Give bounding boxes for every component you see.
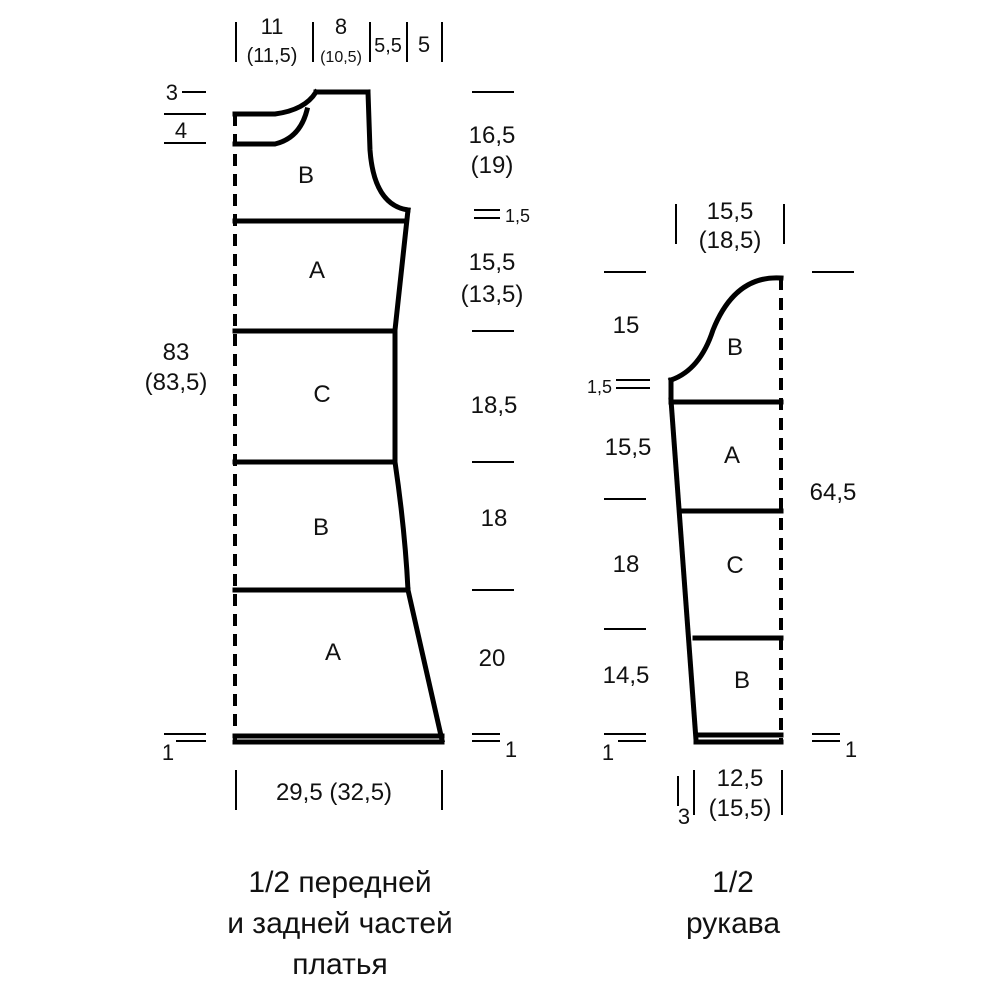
body-section-3-letter: C [313, 381, 331, 408]
sleeve-height-sec4: 14,5 [602, 662, 650, 689]
body-armhole [368, 92, 408, 210]
body-width-2-alt: (10,5) [320, 49, 362, 66]
sleeve-hem-right-value: 1 [844, 737, 858, 762]
body-neck-back-value: 3 [165, 80, 178, 105]
body-height-yoke: 16,5 [468, 122, 516, 149]
body-caption-line-1: 1/2 передней [248, 866, 432, 899]
body-width-1-alt: (11,5) [246, 45, 298, 67]
body-height-yoke-alt: (19) [470, 152, 514, 179]
body-width-2: 8 [334, 14, 348, 39]
sleeve-hem-left-value: 1 [601, 740, 615, 765]
body-bottom-width: 29,5 (32,5) [275, 779, 393, 806]
sleeve-total-height: 64,5 [809, 479, 857, 506]
body-height-armhole: 1,5 [505, 206, 531, 226]
sleeve-height-sec2: 15,5 [604, 434, 652, 461]
body-height-sec4: 18 [480, 505, 508, 532]
sleeve-panel [587, 198, 857, 940]
body-caption-line-3: платья [292, 948, 388, 981]
sleeve-top-width: 15,5 [706, 198, 754, 225]
body-section-2-letter: A [308, 257, 326, 284]
body-height-sec2: 15,5 [468, 249, 516, 276]
body-width-4: 5 [417, 32, 431, 57]
body-caption-line-2: и задней частей [227, 907, 453, 940]
sleeve-section-4-letter: B [733, 667, 751, 694]
sleeve-bottom-offset: 3 [677, 804, 691, 829]
body-section-1-letter: B [297, 162, 315, 189]
sleeve-section-2-letter: A [723, 442, 741, 469]
sleeve-bottom-width-alt: (15,5) [708, 795, 772, 822]
body-hem-left-value: 1 [161, 740, 175, 765]
sleeve-cap-curve [671, 278, 781, 380]
body-width-3: 5,5 [374, 35, 402, 57]
body-height-sec5: 20 [478, 645, 506, 672]
body-total-height: 83 [162, 339, 190, 366]
body-total-height-alt: (83,5) [144, 369, 208, 396]
body-section-4-letter: B [312, 514, 330, 541]
body-hem-right-value: 1 [504, 737, 518, 762]
body-width-1: 11 [260, 14, 284, 39]
body-neck-front-value: 4 [174, 118, 188, 143]
body-panel [145, 14, 530, 981]
sleeve-height-cap-step: 1,5 [586, 377, 612, 397]
body-height-sec2-alt: (13,5) [460, 281, 524, 308]
body-section-5-letter: A [324, 639, 342, 666]
body-back-neckline [235, 92, 316, 114]
sleeve-top-width-alt: (18,5) [698, 227, 762, 254]
sleeve-seam [671, 400, 696, 740]
sleeve-height-cap: 15 [612, 312, 640, 339]
body-side-seam [395, 210, 442, 740]
sleeve-height-sec3: 18 [612, 551, 640, 578]
sleeve-caption-line-1: 1/2 [712, 866, 754, 899]
sleeve-caption-line-2: рукава [685, 907, 781, 940]
sleeve-bottom-width: 12,5 [716, 765, 764, 792]
sleeve-section-3-letter: C [726, 552, 744, 579]
sleeve-section-1-letter: B [726, 334, 744, 361]
body-height-sec3: 18,5 [470, 392, 518, 419]
